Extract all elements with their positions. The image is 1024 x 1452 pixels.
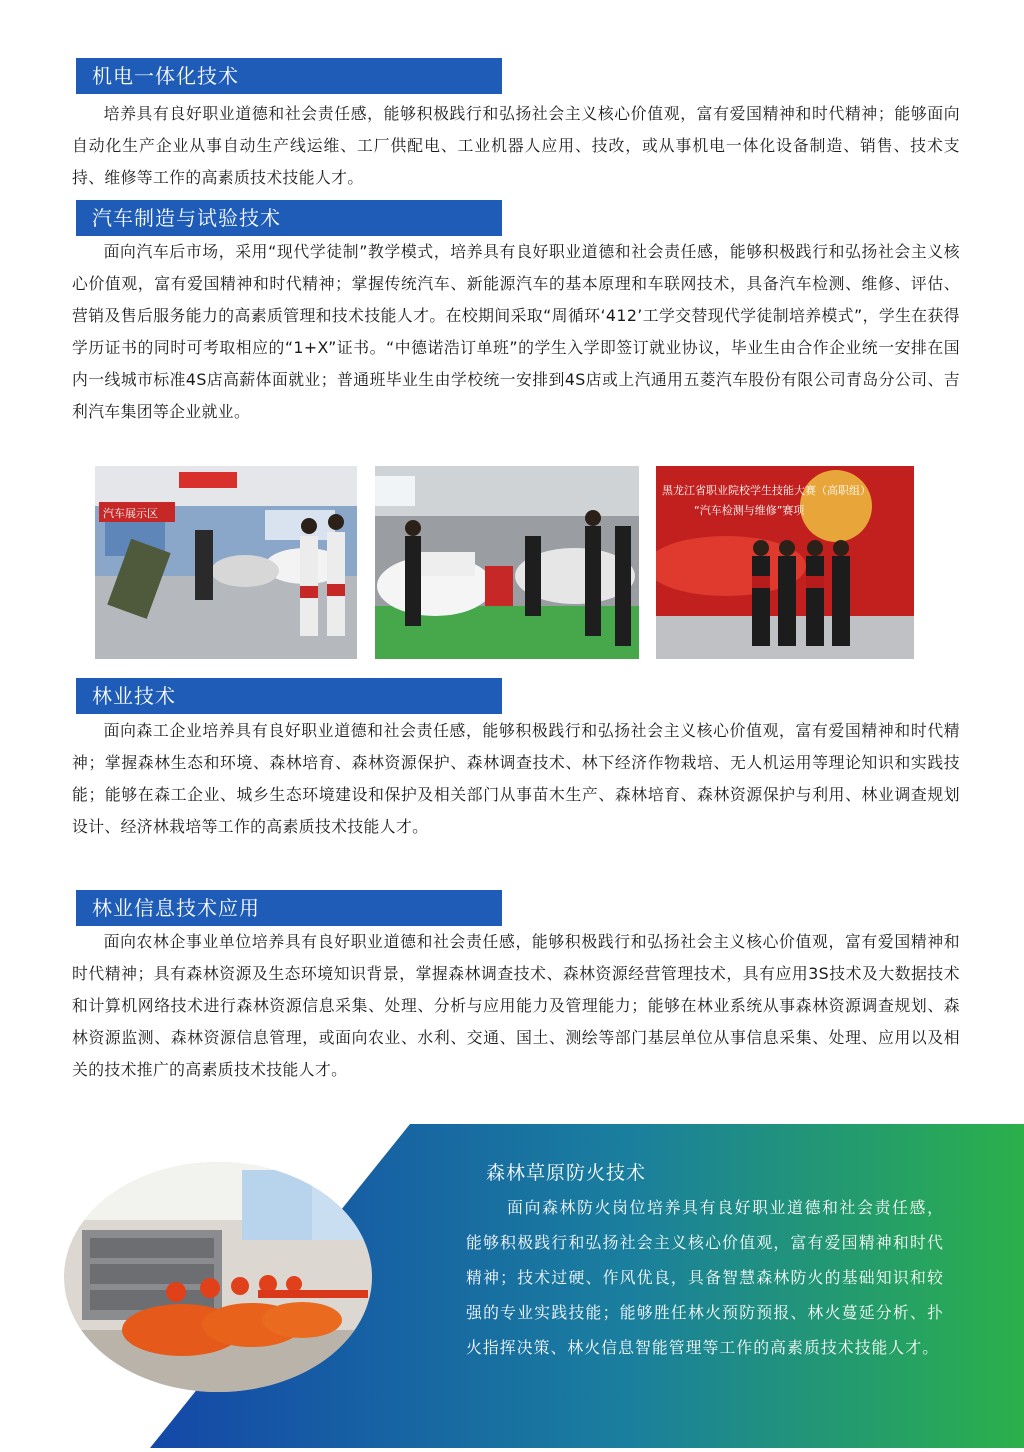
banner-line1: 黑龙江省职业院校学生技能大赛（高职组） <box>662 484 871 497</box>
section-title-forestry: 林业技术 <box>76 678 502 714</box>
photo-fire-training <box>62 1160 374 1394</box>
section-title-mechatronics: 机电一体化技术 <box>76 58 502 94</box>
banner-line2: “汽车检测与维修”赛项 <box>694 504 805 517</box>
photo-skills-competition <box>656 466 914 659</box>
section-body-forestry-it: 面向农林企事业单位培养具有良好职业道德和社会责任感，能够积极践行和弘扬社会主义核心价值观，富有爱国精神和时代精神；具有森林资源及生态环境知识背景，掌握森林调查技术、森林资源经营管理技术，具有应用3S技术及大数据技术和计算机网络技术进行森林资源信息采集、处理、分析与应用能力及管理能力；能够在林业系统从事森林资源调查规划、森林资源监测、森林资源信息管理，或面向农业、水利、交通、国土、测绘等部门基层单位从事信息采集、处理、应用以及相关的技术推广的高素质技术技能人才。 <box>72 932 960 1079</box>
photo-car-showroom <box>95 466 357 659</box>
section-title-forestry-it: 林业信息技术应用 <box>76 890 502 926</box>
fire-section-title: 森林草原防火技术 <box>486 1162 647 1184</box>
showroom-sign-text: 汽车展示区 <box>103 507 158 520</box>
section-body-mechatronics: 培养具有良好职业道德和社会责任感，能够积极践行和弘扬社会主义核心价值观，富有爱国精神和时代精神；能够面向自动化生产企业从事自动生产线运维、工厂供配电、工业机器人应用、技改，或从事机电一体化设备制造、销售、技术支持、维修等工作的高素质技术技能人才。 <box>72 104 960 187</box>
photo-car-workshop <box>375 466 639 659</box>
section-title-automotive: 汽车制造与试验技术 <box>76 200 502 236</box>
fire-section-body: 面向森林防火岗位培养具有良好职业道德和社会责任感，能够积极践行和弘扬社会主义核心价值观，富有爱国精神和时代精神；技术过硬、作风优良，具备智慧森林防火的基础知识和较强的专业实践技能；能够胜任林火预防预报、林火蔓延分析、扑火指挥决策、林火信息智能管理等工作的高素质技术技能人才。 <box>466 1198 944 1357</box>
section-body-automotive: 面向汽车后市场，采用“现代学徒制”教学模式，培养具有良好职业道德和社会责任感，能够积极践行和弘扬社会主义核心价值观，富有爱国精神和时代精神；掌握传统汽车、新能源汽车的基本原理和车联网技术，具备汽车检测、维修、评估、营销及售后服务能力的高素质管理和技术技能人才。在校期间采取“周循环‘412’工学交替现代学徒制培养模式”，学生在获得学历证书的同时可考取相应的“1+X”证书。“中德诺浩订单班”的学生入学即签订就业协议，毕业生由合作企业统一安排在国内一线城市标准4S店高薪体面就业；普通班毕业生由学校统一安排到4S店或上汽通用五菱汽车股份有限公司青岛分公司、吉利汽车集团等企业就业。 <box>72 242 960 421</box>
section-body-forestry: 面向森工企业培养具有良好职业道德和社会责任感，能够积极践行和弘扬社会主义核心价值观，富有爱国精神和时代精神；掌握森林生态和环境、森林培育、森林资源保护、森林调查技术、林下经济作物栽培、无人机运用等理论知识和实践技能；能够在森工企业、城乡生态环境建设和保护及相关部门从事苗木生产、森林培育、森林资源保护与利用、林业调查规划设计、经济林栽培等工作的高素质技术技能人才。 <box>72 721 960 836</box>
